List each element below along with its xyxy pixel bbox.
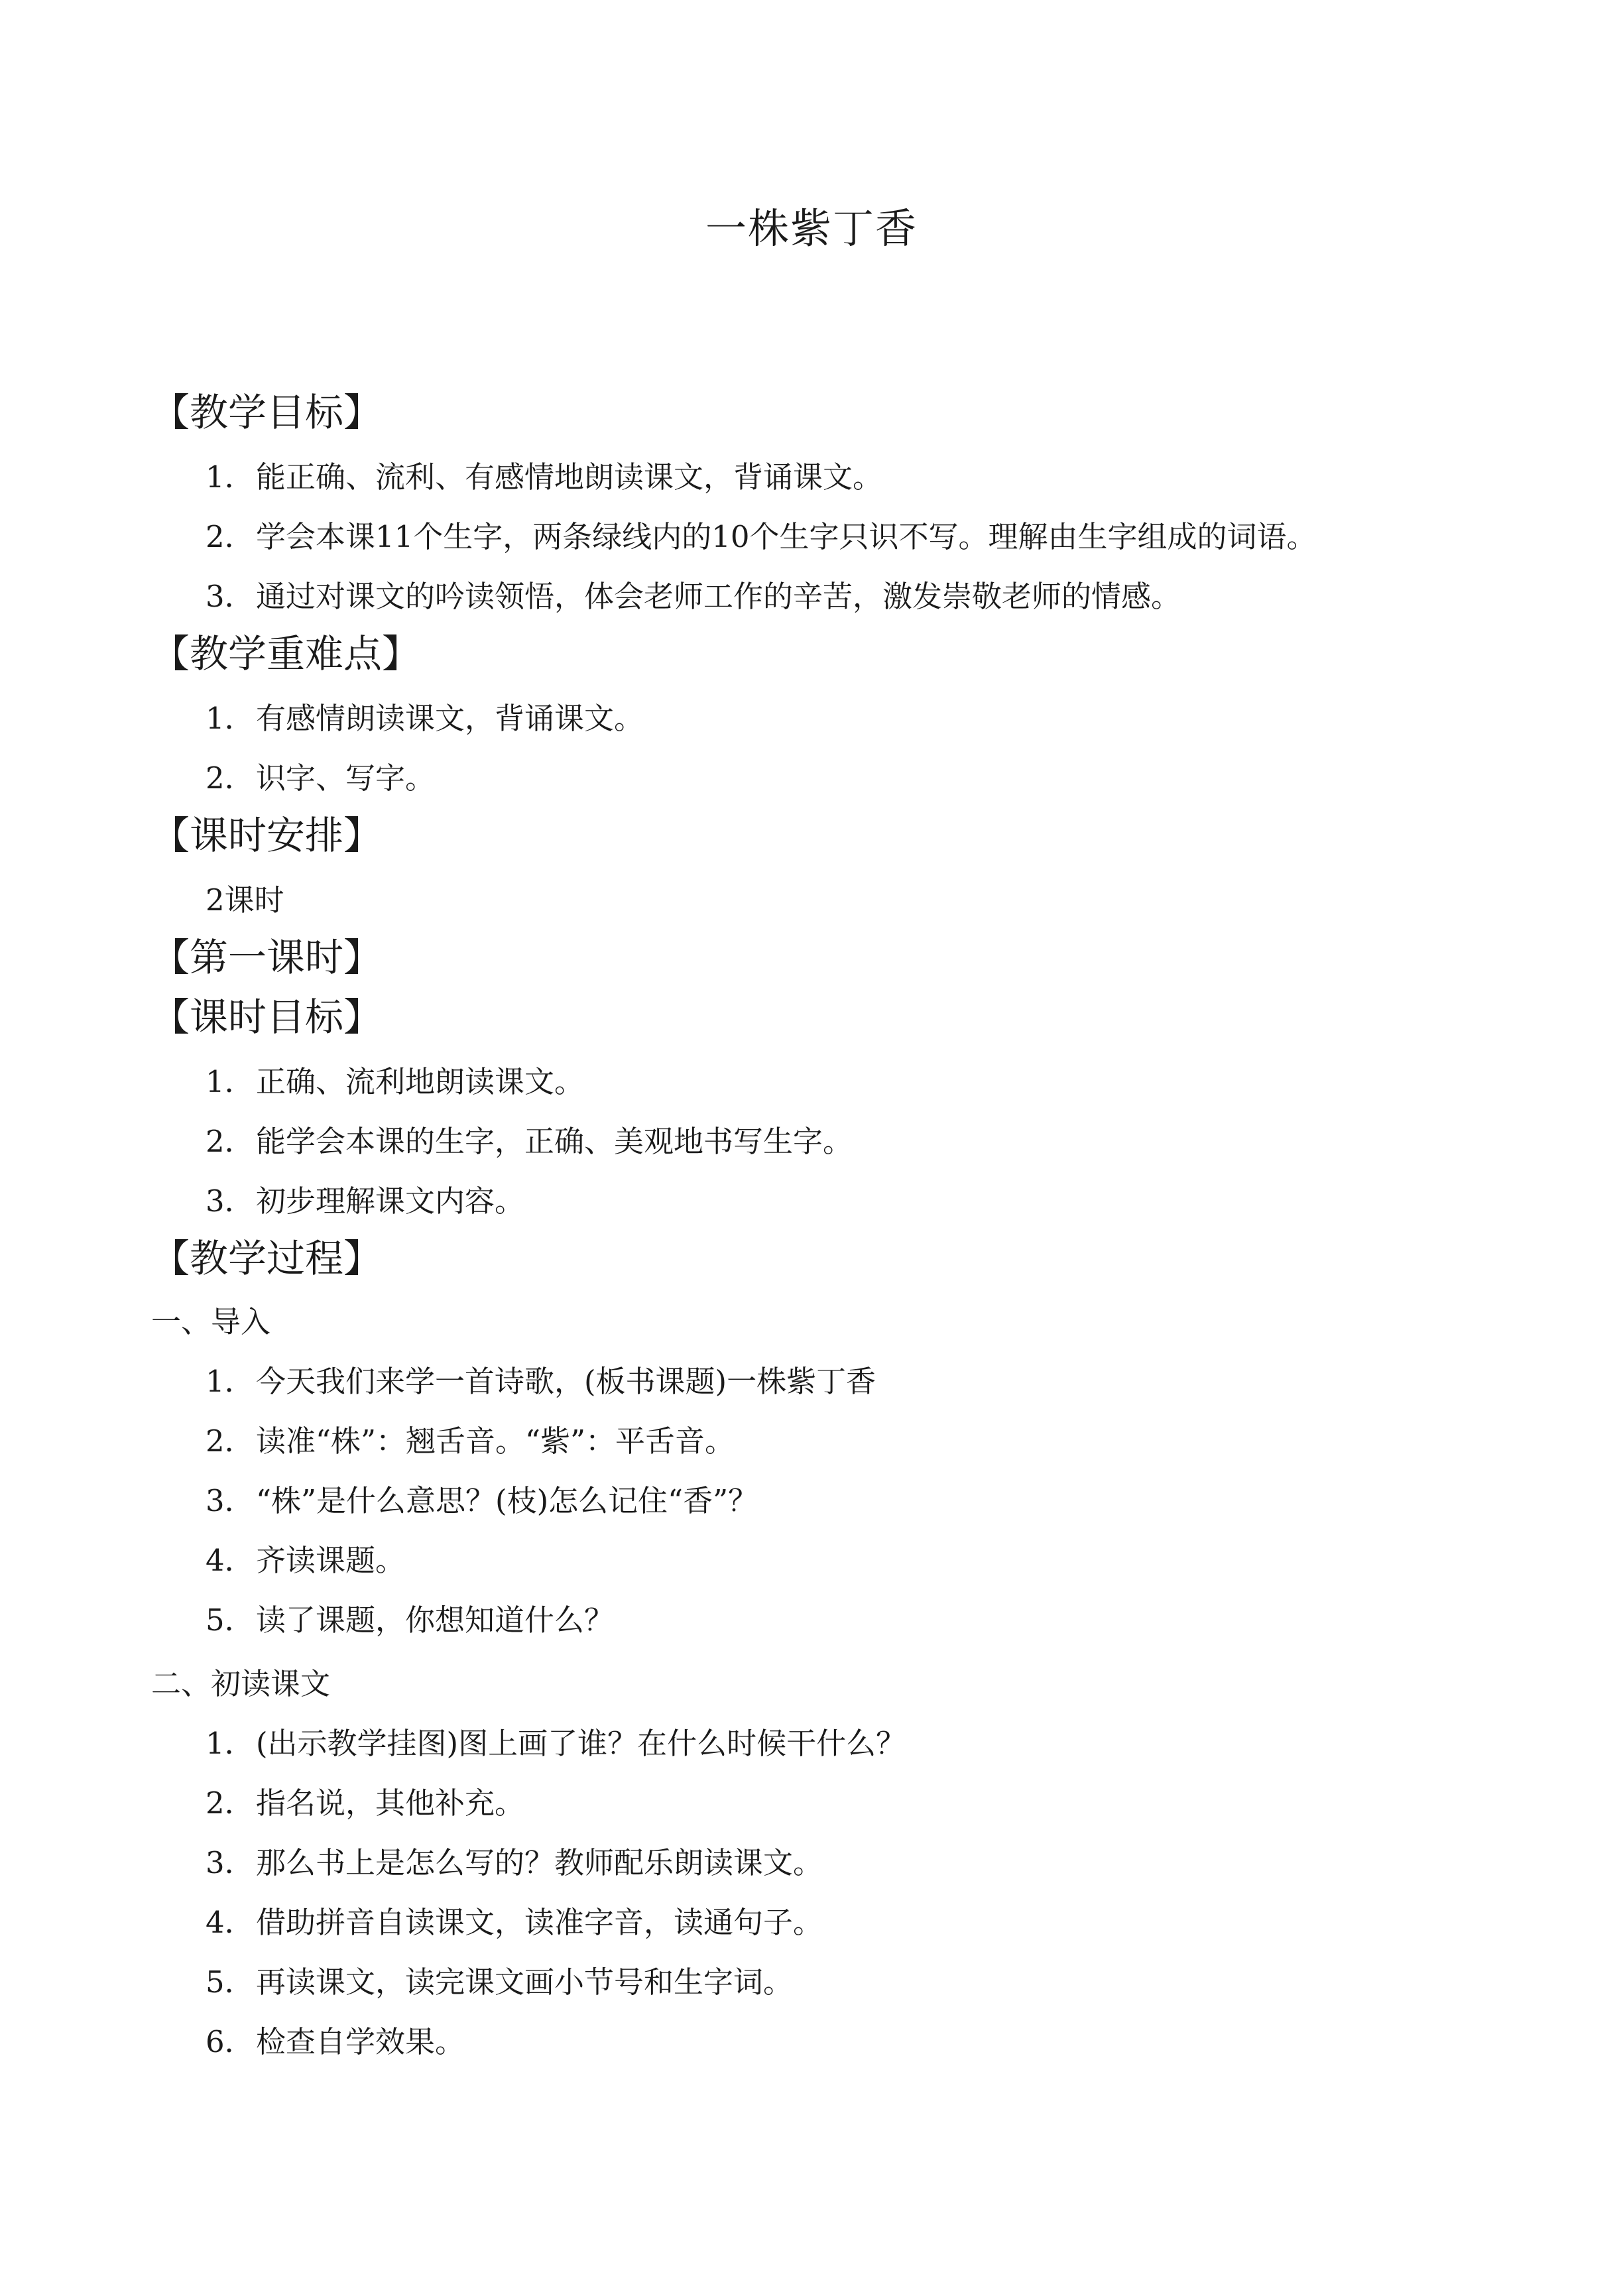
item-text: 借助拼音自读课文，读准字音，读通句子。 xyxy=(256,1905,823,1940)
item-number: 2． xyxy=(206,760,255,796)
item-number: 6． xyxy=(206,2024,255,2059)
item-number: 5． xyxy=(206,1964,255,2000)
item-text: 有感情朗读课文，背诵课文。 xyxy=(256,701,644,736)
section-heading-objectives: 【教学目标】 xyxy=(151,390,383,435)
item-number: 2． xyxy=(206,519,255,554)
item-text: 能学会本课的生字，正确、美观地书写生字。 xyxy=(256,1124,853,1159)
item-text: 今天我们来学一首诗歌，(板书课题)一株紫丁香 xyxy=(256,1364,876,1399)
item-text: 那么书上是怎么写的？教师配乐朗读课文。 xyxy=(256,1845,823,1880)
list-item xyxy=(206,697,644,740)
item-text: 指名说，其他补充。 xyxy=(256,1785,525,1821)
item-text: 正确、流利地朗读课文。 xyxy=(256,1064,585,1099)
list-item xyxy=(206,2021,465,2063)
item-text: 能正确、流利、有感情地朗读课文，背诵课文。 xyxy=(256,459,883,495)
item-number: 1． xyxy=(206,1064,255,1099)
item-number: 5． xyxy=(206,1602,255,1638)
item-text: 读了课题，你想知道什么？ xyxy=(256,1602,615,1638)
item-number: 2． xyxy=(206,1785,255,1821)
list-item xyxy=(206,1360,876,1403)
item-number: 1． xyxy=(206,701,255,736)
section-heading-first-lesson: 【第一课时】 xyxy=(151,935,383,980)
item-text: 检查自学效果。 xyxy=(256,2024,465,2059)
item-number: 2． xyxy=(206,1124,255,1159)
item-text: 齐读课题。 xyxy=(256,1543,406,1578)
section-heading-key-points: 【教学重难点】 xyxy=(151,631,421,676)
item-text: 识字、写字。 xyxy=(256,760,436,796)
list-item xyxy=(206,1420,735,1463)
item-text: 学会本课11个生字，两条绿线内的10个生字只识不写。理解由生字组成的词语。 xyxy=(256,519,1317,554)
item-text: 读准“株”：翘舌音。“紫”：平舌音。 xyxy=(256,1423,735,1459)
list-item xyxy=(206,1180,524,1223)
list-item xyxy=(206,1902,823,1944)
section-heading-lesson-objectives: 【课时目标】 xyxy=(151,995,383,1040)
list-item xyxy=(206,456,882,499)
list-item xyxy=(206,1599,614,1642)
item-number: 1． xyxy=(206,1364,255,1399)
list-item xyxy=(206,757,435,800)
list-item xyxy=(206,1722,906,1765)
section-heading-process: 【教学过程】 xyxy=(151,1236,383,1281)
list-item xyxy=(206,575,1181,618)
item-number: 4． xyxy=(206,1543,255,1578)
schedule-text: 2课时 xyxy=(206,882,284,918)
list-item xyxy=(206,1782,524,1825)
item-number: 3． xyxy=(206,1183,255,1219)
item-number: 3． xyxy=(206,579,255,614)
section-heading-schedule: 【课时安排】 xyxy=(151,813,383,858)
page-title: 一株紫丁香 xyxy=(705,204,918,253)
list-item xyxy=(206,1540,405,1582)
item-text: 初步理解课文内容。 xyxy=(256,1183,525,1219)
item-text: 再读课文，读完课文画小节号和生字词。 xyxy=(256,1964,794,2000)
item-number: 2． xyxy=(206,1423,255,1459)
item-number: 3． xyxy=(206,1845,255,1880)
item-number: 3． xyxy=(206,1483,255,1518)
list-item xyxy=(206,1961,793,2004)
list-item xyxy=(206,516,1317,558)
item-text: (出示教学挂图)图上画了谁？在什么时候干什么？ xyxy=(256,1726,906,1761)
list-item xyxy=(206,1480,758,1522)
list-item xyxy=(206,1061,584,1103)
subsection-title-first-reading: 二、初读课文 xyxy=(151,1666,331,1701)
list-item xyxy=(206,1842,823,1884)
item-number: 1． xyxy=(206,1726,255,1761)
subsection-title-intro: 一、导入 xyxy=(151,1304,271,1339)
list-item xyxy=(206,1120,853,1163)
item-text: 通过对课文的吟读领悟，体会老师工作的辛苦，激发崇敬老师的情感。 xyxy=(256,579,1181,614)
item-number: 4． xyxy=(206,1905,255,1940)
item-text: “株”是什么意思？(枝)怎么记住“香”？ xyxy=(256,1483,758,1518)
item-number: 1． xyxy=(206,459,255,495)
